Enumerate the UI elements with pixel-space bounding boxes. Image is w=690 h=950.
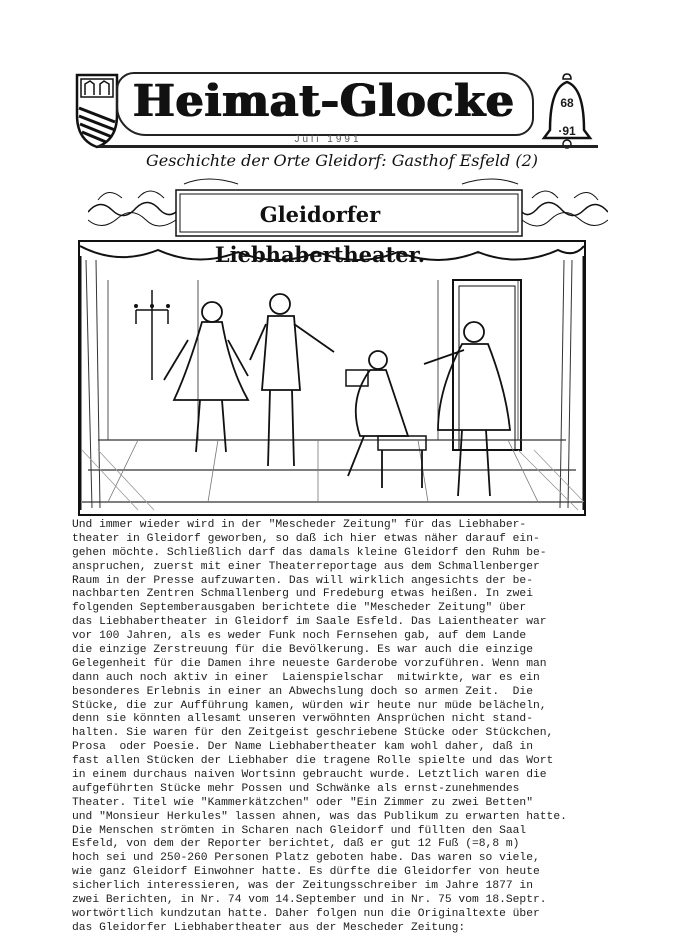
body-line: anspruchen, zuerst mit einer Theaterreportage aus dem Schmallenberger [72, 560, 540, 573]
body-line: nachbarten Zentren Schmallenberg und Fredeburg etwas heißen. In zwei [72, 588, 533, 601]
body-line: dann auch noch aktiv in einer Laienspielschar mitwirkte, war es ein [72, 671, 540, 684]
body-line: Die Menschen strömten in Scharen nach Gleidorf und füllten den Saal [72, 824, 527, 837]
coat-of-arms-icon [72, 70, 122, 150]
body-line: die einzige Zerstreuung für die Bevölkerung. Es war auch die einzige [72, 644, 533, 657]
body-line: Esfeld, von dem der Reporter berichtet, daß er gut 12 Fuß (=8,8 m) [72, 838, 520, 851]
body-line: Theater. Titel wie "Kammerkätzchen" oder "Ein Zimmer zu zwei Betten" [72, 796, 533, 809]
body-line: fast allen Stücken der Liebhaber die tragene Rolle spielte und das Wort [72, 755, 554, 768]
body-line: aufgeführten Stücke mehr Possen und Schwänke als ernst-zunehmendes [72, 782, 520, 795]
body-line: wie ganz Gleidorf Einwohner hatte. Es dürfte die Gleidorfer von heute [72, 866, 540, 879]
banner-title: Gleidorfer Liebhabertheater. [214, 202, 426, 267]
theatre-scene-illustration [78, 240, 586, 516]
issue-date: Juli 1991 [294, 134, 362, 145]
body-line: besonderes Erlebnis in einer an Abwechslung doch so armen Zeit. Die [72, 685, 533, 698]
body-line: das Gleidorfer Liebhabertheater aus der Mescheder Zeitung: [72, 921, 466, 934]
body-line: folgenden Septemberausgaben berichtete die "Mescheder Zeitung" über [72, 602, 527, 615]
issue-number: 68 [560, 96, 574, 110]
body-line: Gelegenheit für die Damen ihre neueste Garderobe vorzuführen. Wenn man [72, 657, 547, 670]
body-line: Und immer wieder wird in der "Mescheder Zeitung" für das Liebhaber- [72, 519, 527, 531]
body-line: Stücke, die zur Aufführung kamen, würden wir heute nur müde belächeln, [72, 699, 547, 712]
issue-year: ·91 [558, 124, 576, 138]
article-body [72, 519, 632, 936]
masthead-title: Heimat-Glocke [133, 76, 515, 127]
body-line: wortwörtlich kundzutan hatte. Daher folgen nun die Originaltexte über [72, 907, 540, 920]
bell-icon [536, 70, 598, 154]
body-line: zwei Berichten, in Nr. 74 vom 14.September und in Nr. 75 vom 18.Septr. [72, 894, 547, 907]
body-line: halten. Sie waren für den Zeitgeist geschriebene Stücke oder Stückchen, [72, 727, 554, 740]
body-line: in einem durchaus naiven Wortsinn gebraucht wurde. Letztlich waren die [72, 769, 547, 782]
body-line: theater in Gleidorf geworben, so daß ich hier etwas näher darauf ein- [72, 532, 540, 545]
body-line: gehen möchte. Schließlich darf das damals kleine Gleidorf den Ruhm be- [72, 546, 547, 559]
article-subtitle: Geschichte der Orte Gleidorf: Gasthof Esfeld (2) [146, 151, 538, 170]
body-line: und "Monsieur Herkules" lassen ahnen, was das Publikum zu erwarten hatte. [72, 810, 567, 823]
body-line: Raum in der Presse aufzuwarten. Das will wirklich angesichts der be- [72, 574, 533, 587]
masthead-rule [98, 145, 598, 148]
body-line: sicherlich interessieren, was der Zeitungsschreiber im Jahre 1877 in [72, 880, 533, 893]
body-line: vor 100 Jahren, als es weder Funk noch Fernsehen gab, auf dem Lande [72, 630, 527, 643]
body-line: Prosa oder Poesie. Der Name Liebhabertheater kam wohl daher, daß in [72, 741, 533, 754]
body-line: das Liebhabertheater in Gleidorf im Saale Esfeld. Das Laientheater war [72, 616, 547, 629]
body-line: denn sie könnten allesamt unseren verwöhnten Ansprüchen nicht stand- [72, 713, 533, 726]
body-line: hoch sei und 250-260 Personen Platz geboten habe. Das waren so viele, [72, 852, 540, 865]
